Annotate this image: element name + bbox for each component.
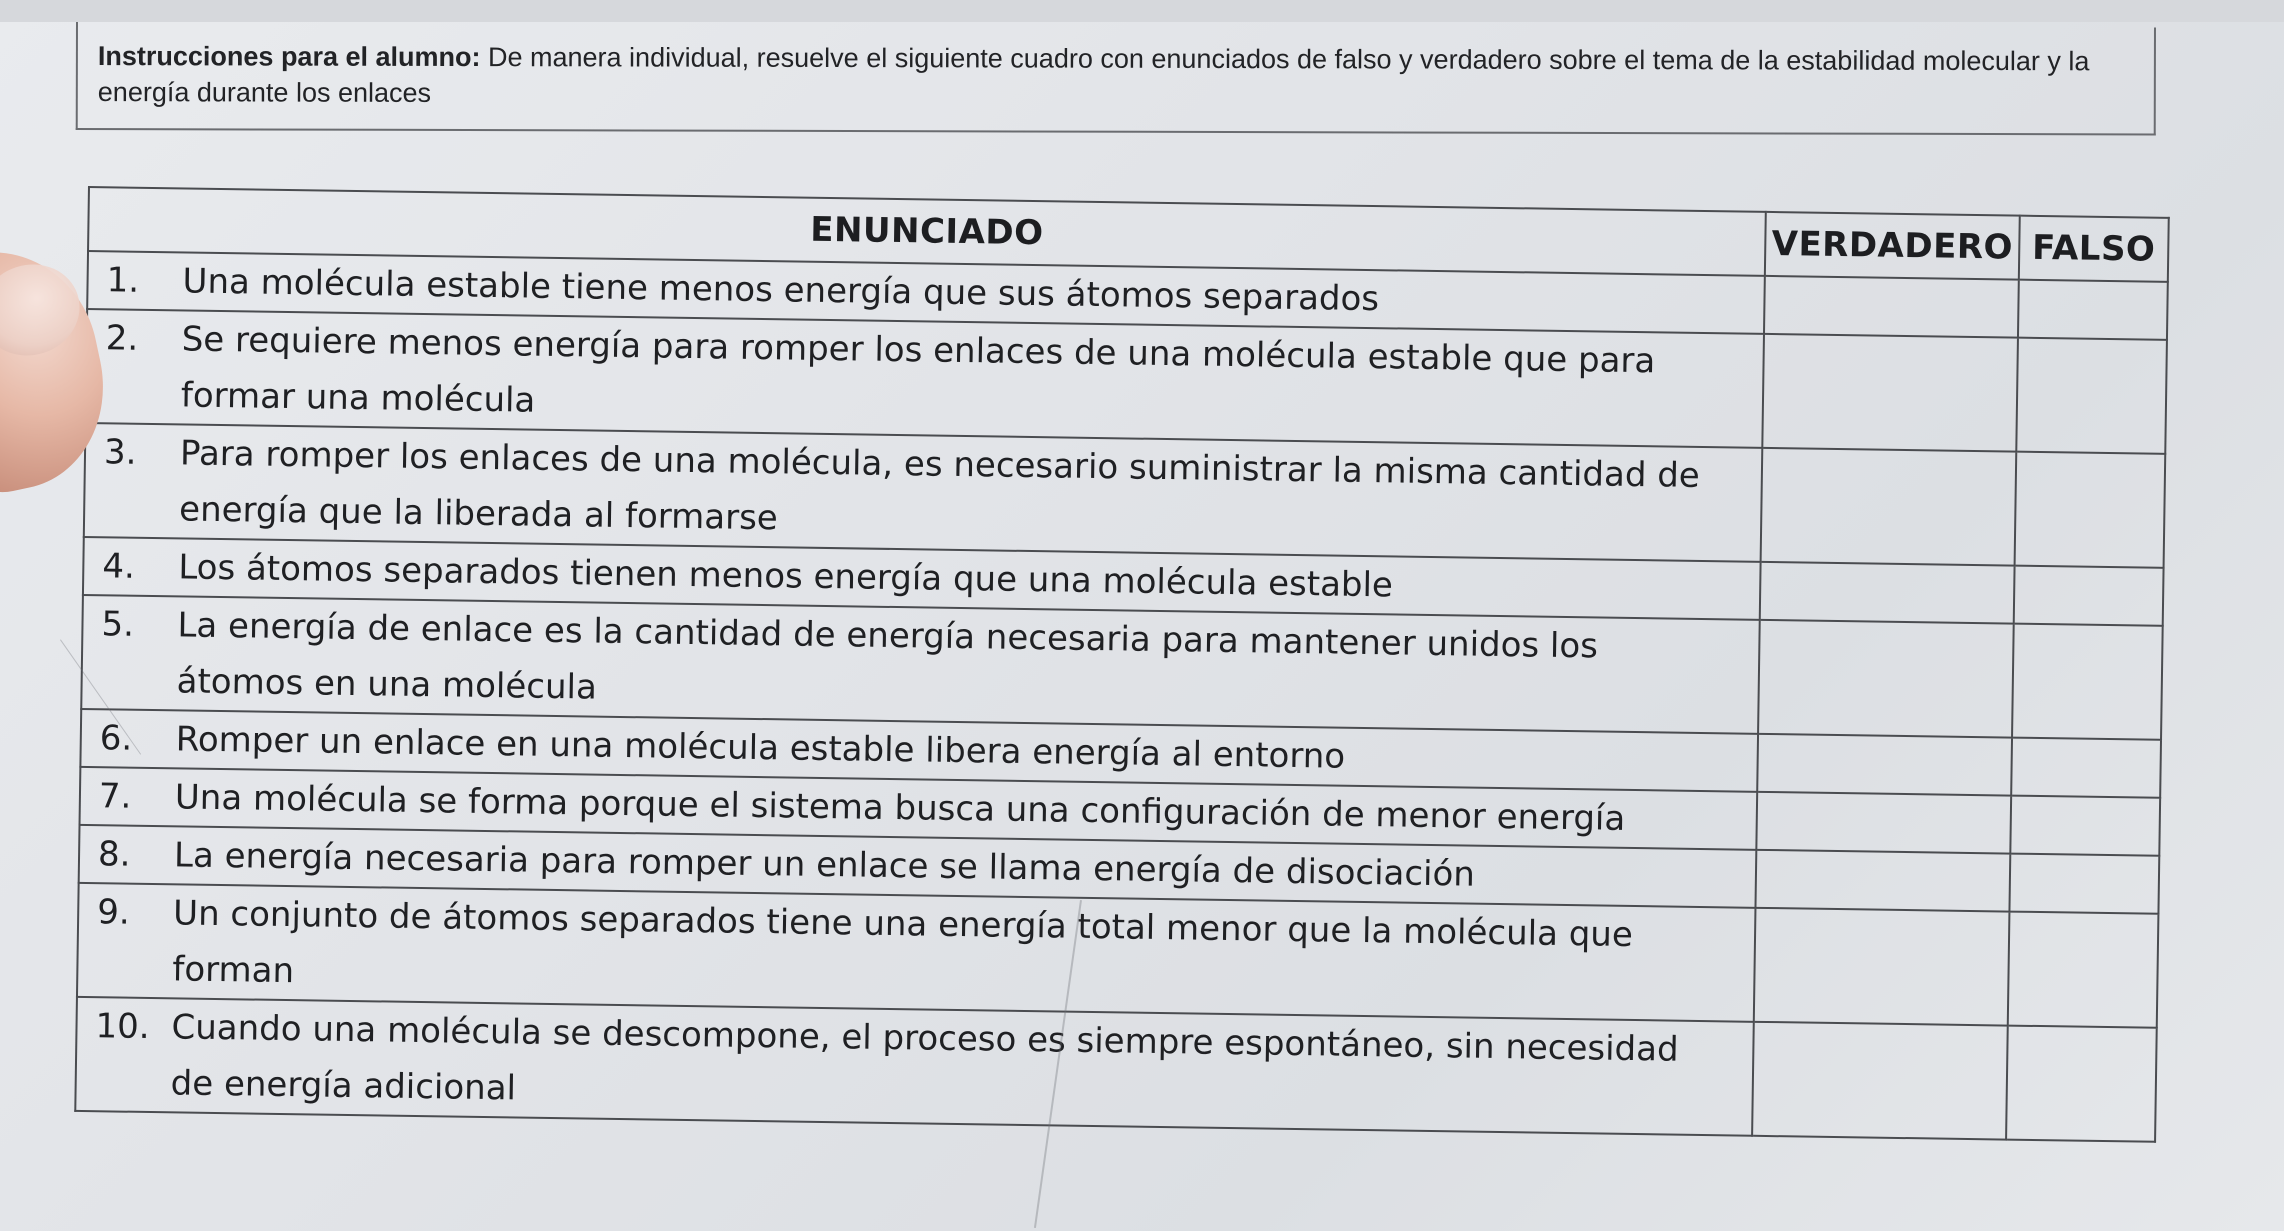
true-answer-cell[interactable] — [1758, 620, 2014, 738]
header-false: FALSO — [2019, 216, 2169, 282]
true-answer-cell[interactable] — [1754, 908, 2010, 1026]
false-answer-cell[interactable] — [2015, 452, 2166, 568]
instructions-lead: Instrucciones para el alumno: — [97, 41, 481, 73]
true-answer-cell[interactable] — [1756, 792, 2011, 854]
statement-number: 8. — [97, 834, 131, 875]
false-answer-cell[interactable] — [2010, 796, 2160, 856]
false-answer-cell[interactable] — [2016, 338, 2167, 454]
statement-number: 9. — [96, 892, 130, 933]
true-answer-cell[interactable] — [1764, 276, 2019, 338]
statement-number: 10. — [95, 1006, 150, 1048]
statement-number: 7. — [98, 776, 132, 817]
true-answer-cell[interactable] — [1761, 448, 2017, 566]
false-answer-cell[interactable] — [2012, 624, 2163, 740]
statement-line: Romper un enlace en una molécula estable libera energía al entorno — [175, 719, 1346, 777]
header-true: VERDADERO — [1765, 212, 2020, 280]
statement-number: 3. — [103, 432, 137, 473]
statement-line: Se requiere menos energía para romper los enlaces de una molécula estable que para — [181, 319, 1656, 382]
instructions-box — [76, 22, 2156, 135]
statement-line: Una molécula estable tiene menos energía que sus átomos separados — [182, 261, 1380, 320]
statement-line: Cuando una molécula se descompone, el proceso es siempre espontáneo, sin necesidad — [171, 1007, 1679, 1070]
false-answer-cell[interactable] — [2008, 912, 2159, 1028]
header-statement: ENUNCIADO — [88, 187, 1766, 276]
true-answer-cell[interactable] — [1757, 734, 2012, 796]
true-false-table-wrapper — [74, 186, 2168, 1143]
statement-line: formar una molécula — [180, 375, 536, 421]
statement-text — [179, 425, 1751, 560]
false-answer-cell[interactable] — [2018, 280, 2168, 340]
statement-text — [170, 999, 1742, 1134]
statement-text — [180, 311, 1752, 446]
statement-line: átomos en una molécula — [176, 661, 598, 708]
statement-text — [176, 597, 1748, 732]
statement-number: 6. — [99, 718, 133, 759]
page-top-edge — [0, 0, 2284, 22]
statement-line: Para romper los enlaces de una molécula, es necesario suministrar la misma cantidad de — [179, 433, 1701, 496]
statement-line: forman — [172, 949, 295, 992]
statement-cell — [75, 997, 1754, 1136]
statement-line: La energía necesaria para romper un enlace se llama energía de disociación — [173, 835, 1476, 895]
false-answer-cell[interactable] — [2009, 854, 2159, 914]
false-answer-cell[interactable] — [2011, 738, 2161, 798]
statement-line: de energía adicional — [170, 1063, 517, 1109]
statement-line: Una molécula se forma porque el sistema busca una configuración de menor energía — [174, 777, 1626, 839]
true-false-table — [74, 186, 2170, 1143]
false-answer-cell[interactable] — [2014, 566, 2164, 626]
statement-number: 1. — [106, 260, 140, 301]
statement-line: energía que la liberada al formarse — [178, 489, 779, 539]
false-answer-cell[interactable] — [2006, 1026, 2157, 1142]
statement-line: La energía de enlace es la cantidad de energía necesaria para mantener unidos los — [177, 605, 1599, 667]
true-answer-cell[interactable] — [1752, 1022, 2008, 1140]
statement-line: Los átomos separados tienen menos energía que una molécula estable — [178, 547, 1394, 606]
statement-number: 4. — [102, 546, 136, 587]
statement-number: 2. — [105, 318, 139, 359]
statement-line: Un conjunto de átomos separados tiene una energía total menor que la molécula que — [172, 893, 1634, 955]
true-answer-cell[interactable] — [1755, 850, 2010, 912]
statement-number: 5. — [101, 604, 135, 645]
true-answer-cell[interactable] — [1760, 562, 2015, 624]
instructions-text: De manera individual, resuelve el siguiente cuadro con enunciados de falso y verdadero sobre el tema de la estabilidad molecular y la energía durante los enlaces — [97, 42, 2090, 108]
true-answer-cell[interactable] — [1762, 334, 2018, 452]
statement-text — [172, 885, 1744, 1020]
